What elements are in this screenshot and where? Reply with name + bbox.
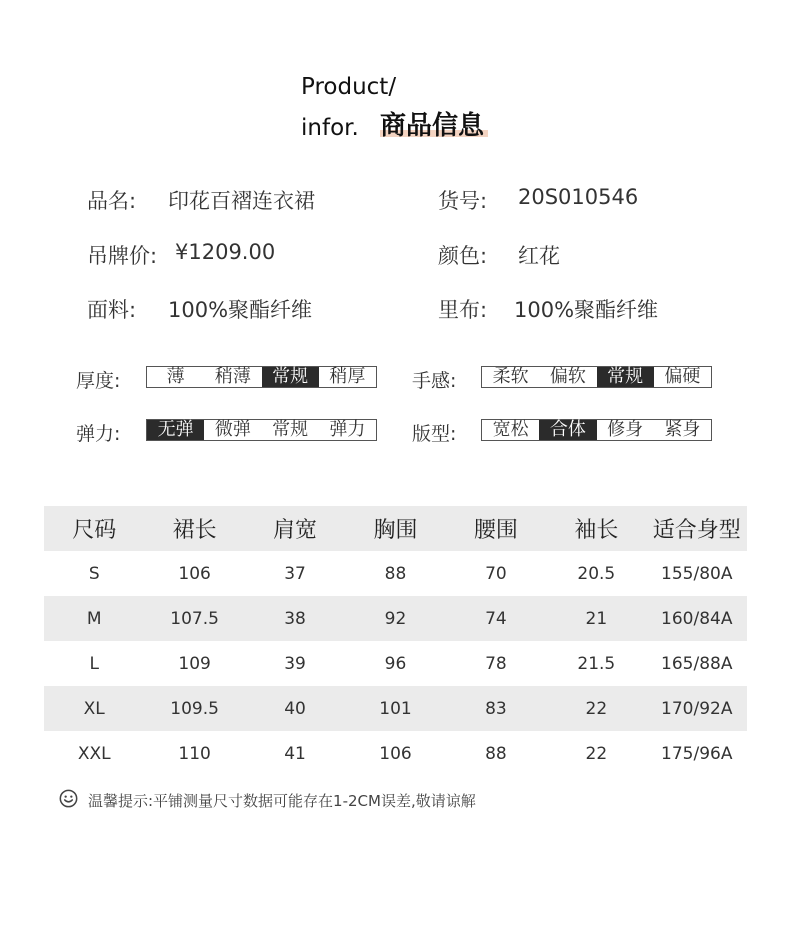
table-header-cell: 尺码 xyxy=(72,518,117,543)
table-cell: 88 xyxy=(485,743,507,764)
thickness-option: 薄 xyxy=(166,366,185,387)
table-cell: 41 xyxy=(284,743,306,764)
table-row xyxy=(44,551,747,596)
thickness-scale xyxy=(146,366,377,388)
table-cell: 175/96A xyxy=(661,743,733,764)
size-table xyxy=(44,506,747,776)
color-value: 红花 xyxy=(518,244,560,268)
table-cell: 106 xyxy=(379,743,412,764)
table-header-cell: 胸围 xyxy=(373,518,418,543)
elasticity-scale xyxy=(146,419,377,441)
table-cell: 22 xyxy=(585,743,608,764)
color-label: 颜色: xyxy=(438,244,488,268)
fabric-value: 100%聚酯纤维 xyxy=(168,298,313,322)
table-cell: 101 xyxy=(379,698,412,719)
table-cell: 78 xyxy=(485,653,507,674)
thickness-label: 厚度: xyxy=(76,370,121,392)
table-cell: 20.5 xyxy=(577,563,616,584)
table-header-row xyxy=(44,506,747,551)
table-cell: M xyxy=(86,608,102,629)
table-cell: 37 xyxy=(284,563,306,584)
fit-option: 紧身 xyxy=(664,419,701,440)
feel-option: 偏软 xyxy=(549,366,586,387)
elasticity-option: 弹力 xyxy=(329,419,366,440)
price-label: 吊牌价: xyxy=(87,244,158,268)
table-cell: 160/84A xyxy=(661,608,733,629)
title-english-line2: infor. xyxy=(301,115,359,141)
table-cell: 21 xyxy=(585,608,608,629)
elasticity-option: 无弹 xyxy=(147,420,204,440)
fit-label: 版型: xyxy=(412,423,457,445)
table-cell: 107.5 xyxy=(170,608,219,629)
table-header-cell: 适合身型 xyxy=(652,518,741,543)
table-row xyxy=(44,686,747,731)
fit-scale xyxy=(481,419,712,441)
feel-option: 常规 xyxy=(597,367,654,387)
product-name-value: 印花百褶连衣裙 xyxy=(168,189,315,213)
table-row xyxy=(44,731,747,776)
table-cell: 70 xyxy=(485,563,507,584)
feel-scale xyxy=(481,366,712,388)
fit-option: 合体 xyxy=(539,420,596,440)
table-cell: 40 xyxy=(284,698,306,719)
fit-option: 修身 xyxy=(607,419,644,440)
table-cell: 106 xyxy=(178,563,211,584)
title-chinese: 商品信息 xyxy=(380,111,485,141)
table-cell: 74 xyxy=(485,608,507,629)
fabric-label: 面料: xyxy=(87,298,137,322)
lining-label: 里布: xyxy=(438,298,488,322)
table-cell: 109.5 xyxy=(170,698,219,719)
table-cell: 109 xyxy=(178,653,211,674)
table-cell: 96 xyxy=(384,653,407,674)
table-cell: L xyxy=(89,653,99,674)
table-cell: 92 xyxy=(384,608,407,629)
table-row xyxy=(44,596,747,641)
fit-option: 宽松 xyxy=(492,419,529,440)
table-header-cell: 裙长 xyxy=(172,518,217,543)
price-value: ¥1209.00 xyxy=(175,240,276,264)
table-header-cell: 肩宽 xyxy=(273,518,318,543)
title-english-line1: Product/ xyxy=(301,74,397,100)
table-cell: XL xyxy=(83,698,105,719)
table-cell: 38 xyxy=(284,608,306,629)
table-cell: 39 xyxy=(284,653,306,674)
table-cell: 21.5 xyxy=(577,653,616,674)
table-cell: 110 xyxy=(178,743,211,764)
measurement-note: 温馨提示:平铺测量尺寸数据可能存在1-2CM误差,敬请谅解 xyxy=(88,792,476,810)
table-cell: 155/80A xyxy=(661,563,733,584)
product-name-label: 品名: xyxy=(87,189,137,213)
lining-value: 100%聚酯纤维 xyxy=(514,298,659,322)
table-cell: 165/88A xyxy=(661,653,733,674)
thickness-option: 稍薄 xyxy=(214,366,251,387)
elasticity-option: 常规 xyxy=(272,419,309,440)
sku-value: 20S010546 xyxy=(518,185,639,209)
sku-label: 货号: xyxy=(438,189,488,213)
thickness-option: 常规 xyxy=(262,367,319,387)
smiley-icon xyxy=(59,789,78,808)
thickness-option: 稍厚 xyxy=(329,366,366,387)
table-cell: XXL xyxy=(77,743,111,764)
table-header-cell: 腰围 xyxy=(473,518,518,543)
table-cell: 22 xyxy=(585,698,608,719)
feel-option: 偏硬 xyxy=(664,366,701,387)
table-cell: 170/92A xyxy=(661,698,733,719)
elasticity-label: 弹力: xyxy=(76,423,121,445)
table-row xyxy=(44,641,747,686)
table-cell: 83 xyxy=(485,698,507,719)
feel-option: 柔软 xyxy=(492,366,529,387)
table-cell: 88 xyxy=(384,563,407,584)
table-cell: S xyxy=(88,563,100,584)
feel-label: 手感: xyxy=(412,370,457,392)
elasticity-option: 微弹 xyxy=(214,419,251,440)
table-header-cell: 袖长 xyxy=(574,518,619,543)
